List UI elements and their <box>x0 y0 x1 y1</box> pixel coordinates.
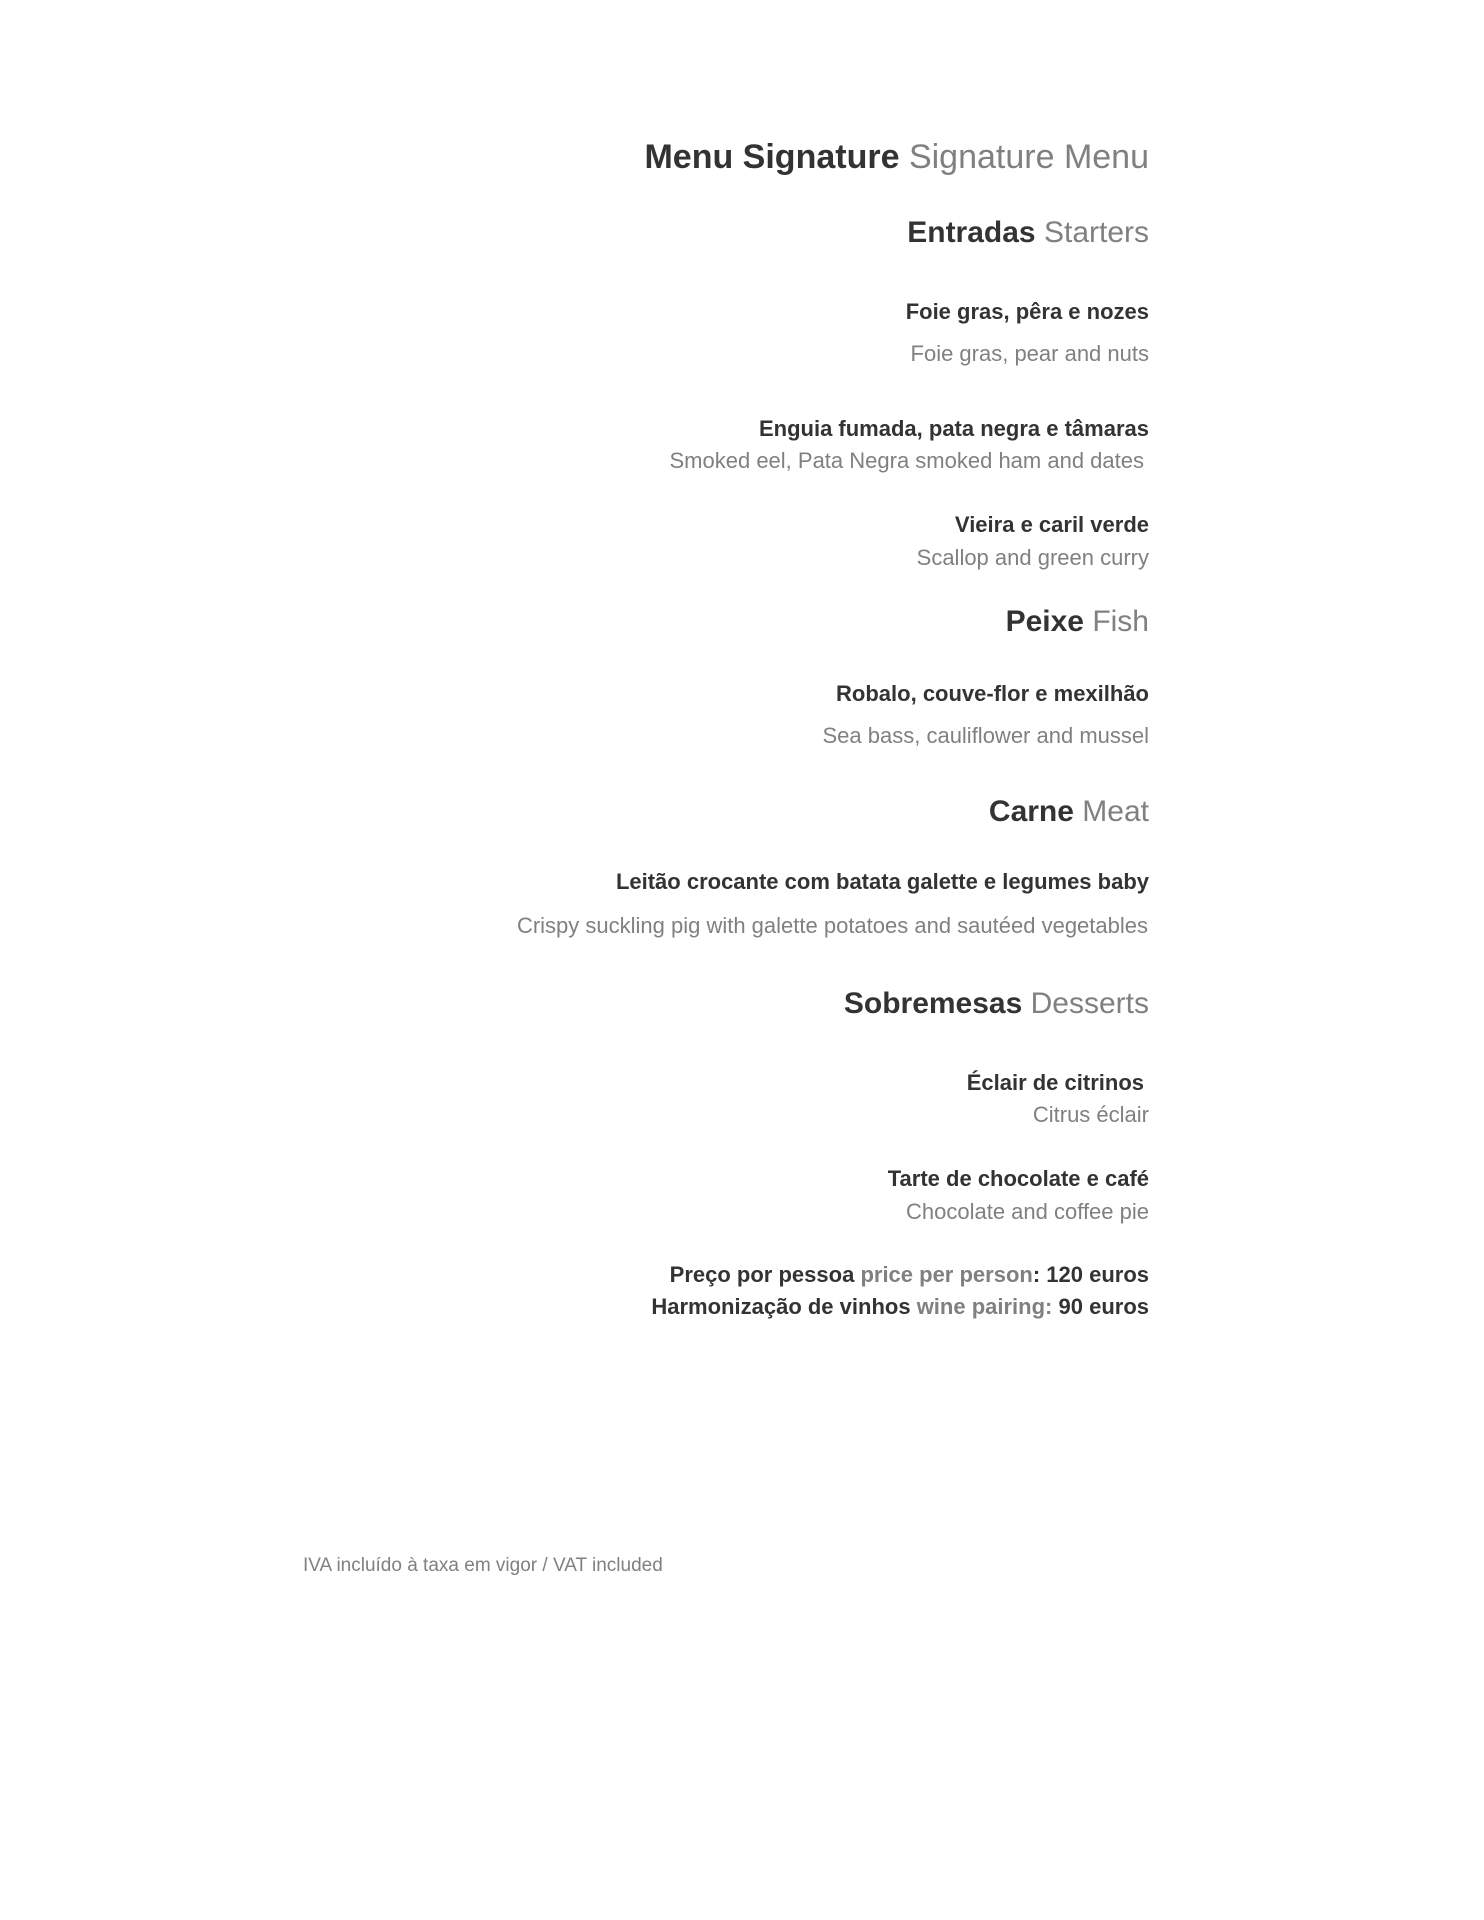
dish-name-en: Smoked eel, Pata Negra smoked ham and dates <box>669 448 1144 473</box>
section-name-pt: Peixe <box>1005 605 1084 638</box>
dish-name-en: Scallop and green curry <box>916 545 1149 570</box>
dish-name-pt: Vieira e caril verde <box>954 512 1149 537</box>
menu-title <box>644 140 1149 174</box>
section-name-en: Desserts <box>1030 987 1149 1020</box>
vat-note: IVA incluído à taxa em vigor / VAT included <box>303 1555 663 1576</box>
dish-name-en: Crispy suckling pig with galette potatoes and sautéed vegetables <box>516 913 1148 938</box>
dish-name-en: Foie gras, pear and nuts <box>910 341 1149 366</box>
section-heading-fish <box>1006 607 1149 637</box>
menu-title-pt: Menu Signature <box>644 138 900 176</box>
price-label-pt: Preço por pessoa <box>669 1262 855 1287</box>
price-label-en: price per person <box>860 1262 1033 1287</box>
dish-name-en: Citrus éclair <box>1032 1102 1149 1127</box>
wine-label-pt: Harmonização de vinhos <box>651 1294 911 1319</box>
dish-name-pt: Robalo, couve-flor e mexilhão <box>836 681 1149 706</box>
dish-name-en: Sea bass, cauliflower and mussel <box>822 723 1149 748</box>
section-name-pt: Entradas <box>907 216 1036 249</box>
dish-name-pt: Tarte de chocolate e café <box>887 1166 1149 1191</box>
price-per-person <box>670 1264 1149 1286</box>
section-name-en: Meat <box>1082 795 1149 828</box>
section-name-en: Starters <box>1043 216 1149 249</box>
dish-name-pt: Leitão crocante com batata galette e legumes baby <box>615 869 1149 894</box>
wine-value: 90 euros <box>1058 1294 1149 1319</box>
price-value: : 120 euros <box>1032 1262 1149 1287</box>
section-heading-desserts <box>844 989 1149 1019</box>
section-name-pt: Carne <box>988 795 1074 828</box>
menu-title-en: Signature Menu <box>908 138 1149 176</box>
dish-name-en: Chocolate and coffee pie <box>906 1199 1149 1224</box>
dish-name-pt: Foie gras, pêra e nozes <box>905 299 1149 324</box>
dish-name-pt: Enguia fumada, pata negra e tâmaras <box>758 416 1149 441</box>
section-name-pt: Sobremesas <box>843 987 1023 1020</box>
dish-name-pt: Éclair de citrinos <box>966 1070 1144 1095</box>
section-name-en: Fish <box>1092 605 1149 638</box>
wine-pairing-price <box>651 1296 1149 1318</box>
section-heading-meat <box>989 797 1149 827</box>
section-heading-starters <box>907 218 1149 248</box>
wine-label-en: wine pairing: <box>916 1294 1053 1319</box>
